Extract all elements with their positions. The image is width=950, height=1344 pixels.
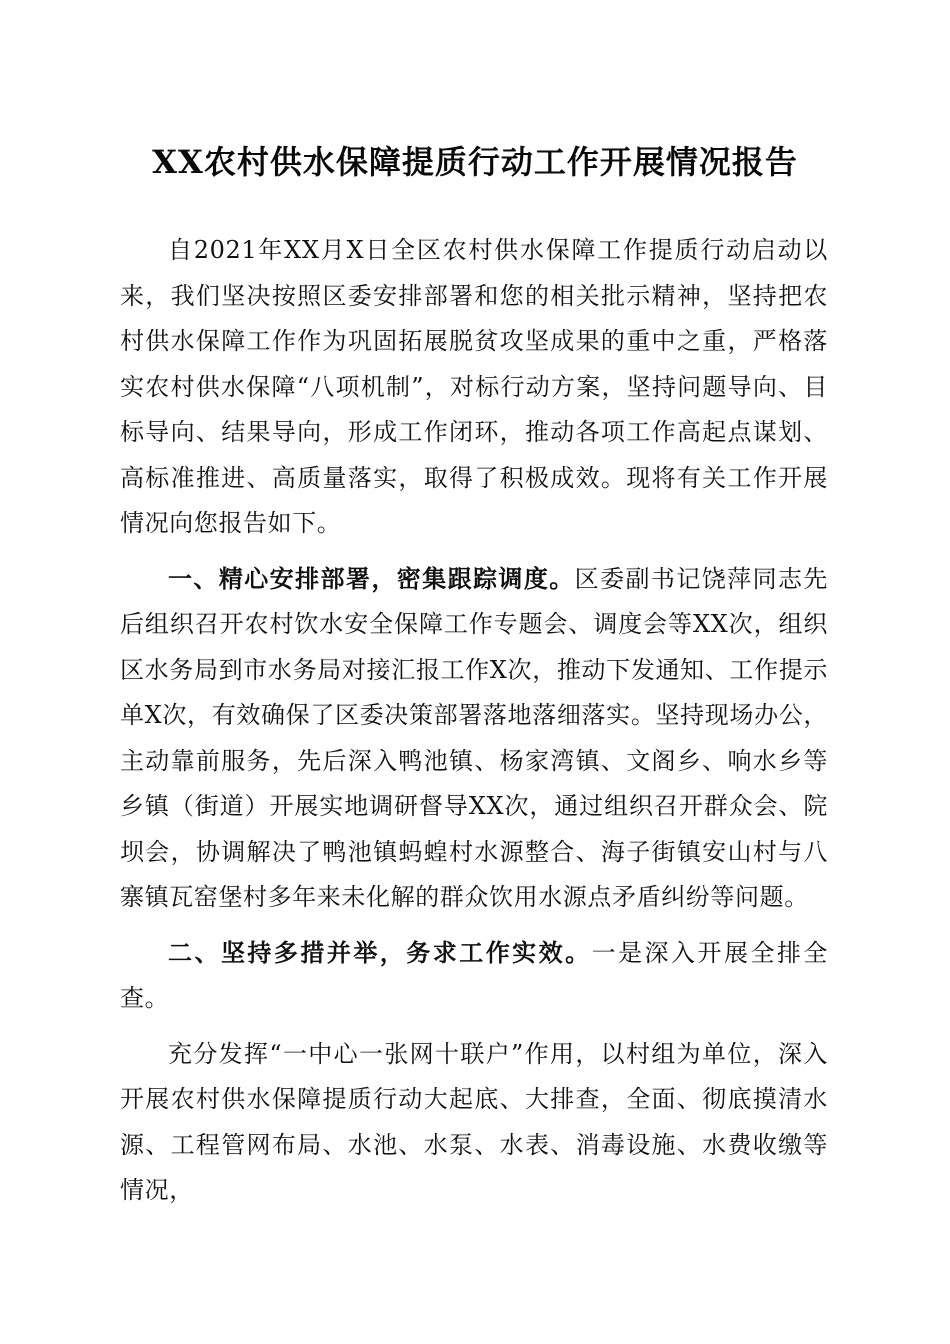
document-title: XX农村供水保障提质行动工作开展情况报告 xyxy=(152,143,798,181)
last-paragraph: 充分发挥“一中心一张网十联户”作用，以村组为单位，深入开展农村供水保障提质行动大起底、大排查，全面、彻底摸清水源、工程管网布局、水池、水泵、水表、消毒设施、水费收缴等情况， xyxy=(120,1039,828,1204)
section-2-heading: 二、坚持多措并举，务求工作实效。 xyxy=(168,938,592,967)
section-1-heading: 一、精心安排部署，密集跟踪调度。 xyxy=(168,564,575,593)
section-2-paragraph xyxy=(120,931,828,1022)
section-2-body: 一是深入开展全排全查。 xyxy=(120,938,828,1012)
intro-paragraph: 自2021年XX月X日全区农村供水保障工作提质行动启动以来，我们坚决按照区委安排部署和您的相关批示精神，坚持把农村供水保障工作作为巩固拓展脱贫攻坚成果的重中之重，严格落实农村供水保障“八项机制”，对标行动方案，坚持问题导向、目标导向、结果导向，形成工作闭环，推动各项工作高起点谋划、高标准推进、高质量落实，取得了积极成效。现将有关工作开展情况向您报告如下。 xyxy=(120,236,828,537)
section-1-body: 区委副书记饶萍同志先后组织召开农村饮水安全保障工作专题会、调度会等XX次，组织区水务局到市水务局对接汇报工作X次，推动下发通知、工作提示单X次，有效确保了区委决策部署落地落细落实。坚持现场办公，主动靠前服务，先后深入鸭池镇、杨家湾镇、文阁乡、响水乡等乡镇（街道）开展实地调研督导XX次，通过组织召开群众会、院坝会，协调解决了鸭池镇蚂蝗村水源整合、海子街镇安山村与八寨镇瓦窑堡村多年来未化解的群众饮用水源点矛盾纠纷等问题。 xyxy=(120,564,828,911)
document-body xyxy=(120,228,828,1214)
section-1-paragraph xyxy=(120,557,828,921)
